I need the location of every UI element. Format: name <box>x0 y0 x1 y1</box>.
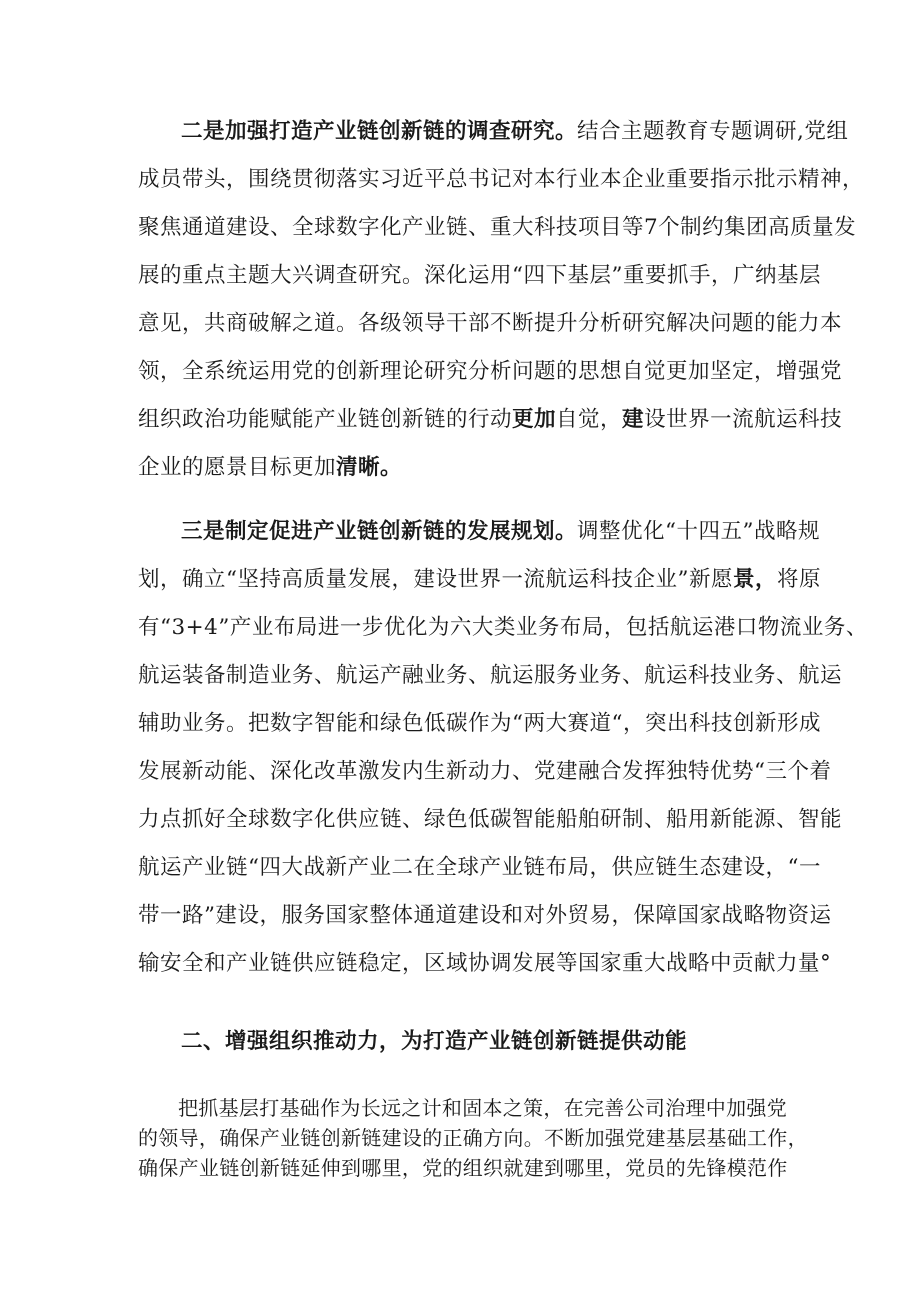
text-line: 组织政治功能赋能产业链创新链的行动更加自觉，建设世界一流航运科技 <box>138 407 843 432</box>
text-line: 航运装备制造业务、航运产融业务、航运服务业务、航运科技业务、航运 <box>138 663 843 688</box>
text-line: 有“3+4”产业布局进一步优化为六大类业务布局，包括航运港口物流业务、 <box>138 615 868 640</box>
text-line: 把抓基层打基础作为长远之计和固本之策，在完善公司治理中加强党 <box>178 1096 787 1120</box>
text-line: 带一路”建设，服务国家整体通道建设和对外贸易，保障国家战略物资运 <box>138 903 832 928</box>
text-line: 划，确立“坚持高质量发展，建设世界一流航运科技企业”新愿景，将原 <box>138 567 822 592</box>
text-line: 航运产业链“四大战新产业二在全球产业链布局，供应链生态建设，“一 <box>138 855 821 880</box>
paragraph-lead: 二是加强打造产业链创新链的调查研究。 <box>181 119 578 144</box>
text-line: 辅助业务。把数字智能和绿色低碳作为“两大赛道“，突出科技创新形成 <box>138 711 821 736</box>
paragraph-grassroots <box>138 1093 808 1183</box>
text-line: 成员带头，围绕贯彻落实习近平总书记对本行业本企业重要指示批示精神， <box>138 167 865 192</box>
text-line: 意见，共商破解之道。各级领导干部不断提升分析研究解决问题的能力本 <box>138 311 843 336</box>
text-line: 聚焦通道建设、全球数字化产业链、重大科技项目等7个制约集团高质量发 <box>138 215 857 240</box>
text-line: 企业的愿景目标更加清晰。 <box>138 455 403 480</box>
text-line: 输安全和产业链供应链稳定，区域协调发展等国家重大战略中贡献力量° <box>138 951 832 976</box>
section-heading: 二、增强组织推动力，为打造产业链创新链提供动能 <box>181 1029 688 1054</box>
text-line: 确保产业链创新链延伸到哪里，党的组织就建到哪里，党员的先锋模范作 <box>138 1156 788 1180</box>
paragraph-research <box>138 108 865 492</box>
text-line: 力点抓好全球数字化供应链、绿色低碳智能船舶研制、船用新能源、智能 <box>138 807 843 832</box>
text-line: 二是加强打造产业链创新链的调查研究。结合主题教育专题调研,党组 <box>181 119 849 144</box>
text-line: 展的重点主题大兴调查研究。深化运用“四下基层”重要抓手，广纳基层 <box>138 263 821 288</box>
text-line: 三是制定促进产业链创新链的发展规划。调整优化“十四五”战略规 <box>181 519 820 544</box>
text-line: 的领导，确保产业链创新链建设的正确方向。不断加强党建基层基础工作， <box>138 1126 808 1150</box>
text-line: 发展新动能、深化改革激发内生新动力、党建融合发挥独特优势“三个着 <box>138 759 832 784</box>
paragraph-lead: 三是制定促进产业链创新链的发展规划。 <box>181 519 578 544</box>
text-line: 领，全系统运用党的创新理论研究分析问题的思想自觉更加坚定，增强党 <box>138 359 843 384</box>
paragraph-planning <box>138 508 868 988</box>
